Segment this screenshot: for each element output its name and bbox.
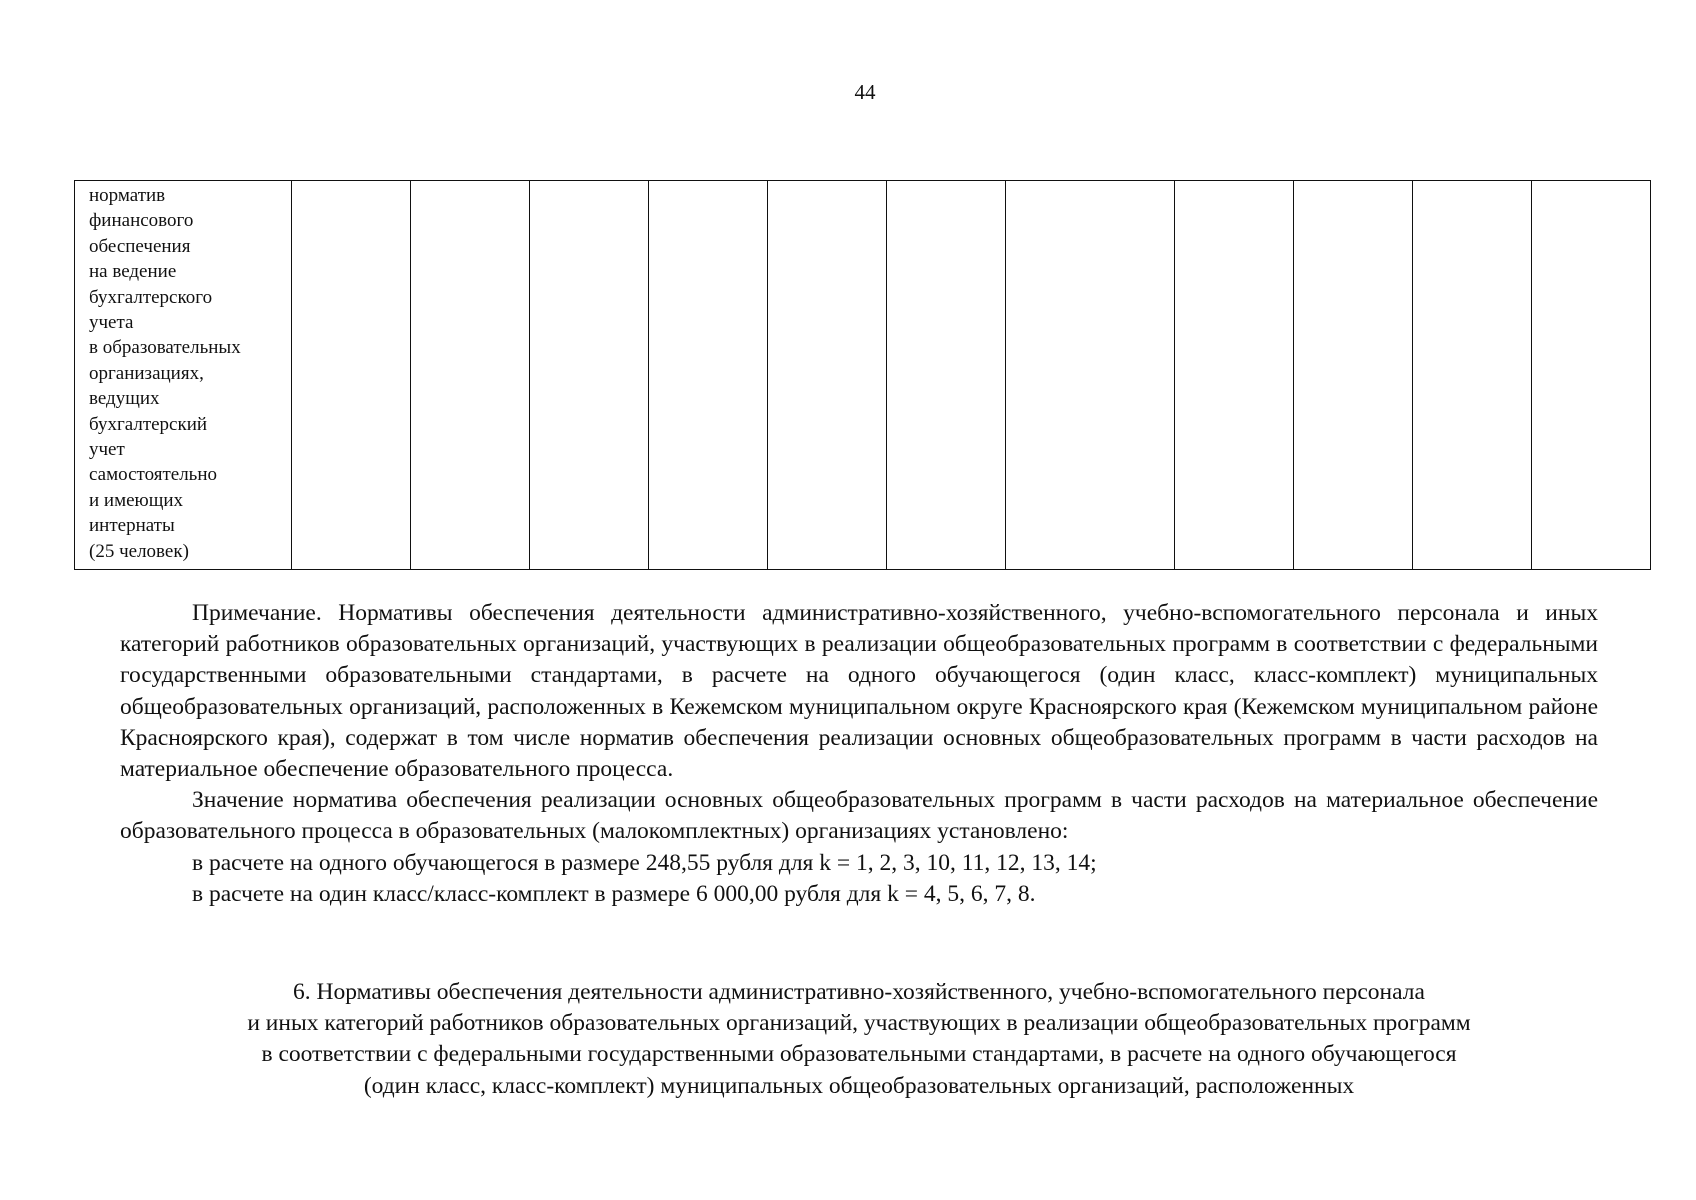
value-cell [1294,181,1413,570]
value-cell [292,181,411,570]
value-cell [411,181,530,570]
note-block [120,598,1598,910]
value-cell [1175,181,1294,570]
row-label-cell: норматив финансового обеспечения на ведение бухгалтерского учета в образовательных организациях, ведущих бухгалтерский учет самостоятельно и имеющих интернаты (25 человек) [75,181,292,570]
normative-value-paragraph: Значение норматива обеспечения реализации основных общеобразовательных программ в части расходов на материальное обеспечение образовательного процесса в образовательных (малокомплектных) организациях установлено: [120,787,1598,845]
value-cell [1532,181,1651,570]
section-6-heading [120,977,1598,1102]
per-class-line: в расчете на один класс/класс-комплект в размере 6 000,00 рубля для k = 4, 5, 6, 7, 8. [192,880,1036,907]
section-heading-line: в соответствии с федеральными государственными образовательными стандартами, в расчете на одного обучающегося [261,1041,1457,1068]
value-cell [1413,181,1532,570]
value-cell [530,181,649,570]
section-heading-line: 6. Нормативы обеспечения деятельности административно-хозяйственного, учебно-вспомогательного персонала [293,979,1425,1005]
note-paragraph: Примечание. Нормативы обеспечения деятельности административно-хозяйственного, учебно-вспомогательного персонала и иных категорий работников образовательных организаций, участвующих в реализации общеобразовательных программ в соответствии с федеральными государственными образовательными стандартами, в расчете на одного обучающегося (один класс, класс-комплект) муниципальных общеобразовательных организаций, расположенных в Кежемском муниципальном округе Красноярского края (Кежемском муниципальном районе Красноярского края), содержат в том числе норматив обеспечения реализации основных общеобразовательных программ в части расходов на материальное обеспечение образовательного процесса. [120,600,1598,783]
table-row [75,181,1651,570]
normative-table-fragment [74,180,1651,570]
section-heading-line: (один класс, класс-комплект) муниципальных общеобразовательных организаций, расположенных [363,1072,1355,1099]
section-heading-line: и иных категорий работников образовательных организаций, участвующих в реализации общеобразовательных программ [247,1010,1471,1037]
value-cell [887,181,1006,570]
page-number: 44 [854,80,876,104]
per-student-line: в расчете на одного обучающегося в размере 248,55 рубля для k = 1, 2, 3, 10, 11, 12, 13, 14; [192,849,1097,876]
value-cell [1006,181,1175,570]
value-cell [768,181,887,570]
normative-table [74,180,1651,570]
value-cell [649,181,768,570]
